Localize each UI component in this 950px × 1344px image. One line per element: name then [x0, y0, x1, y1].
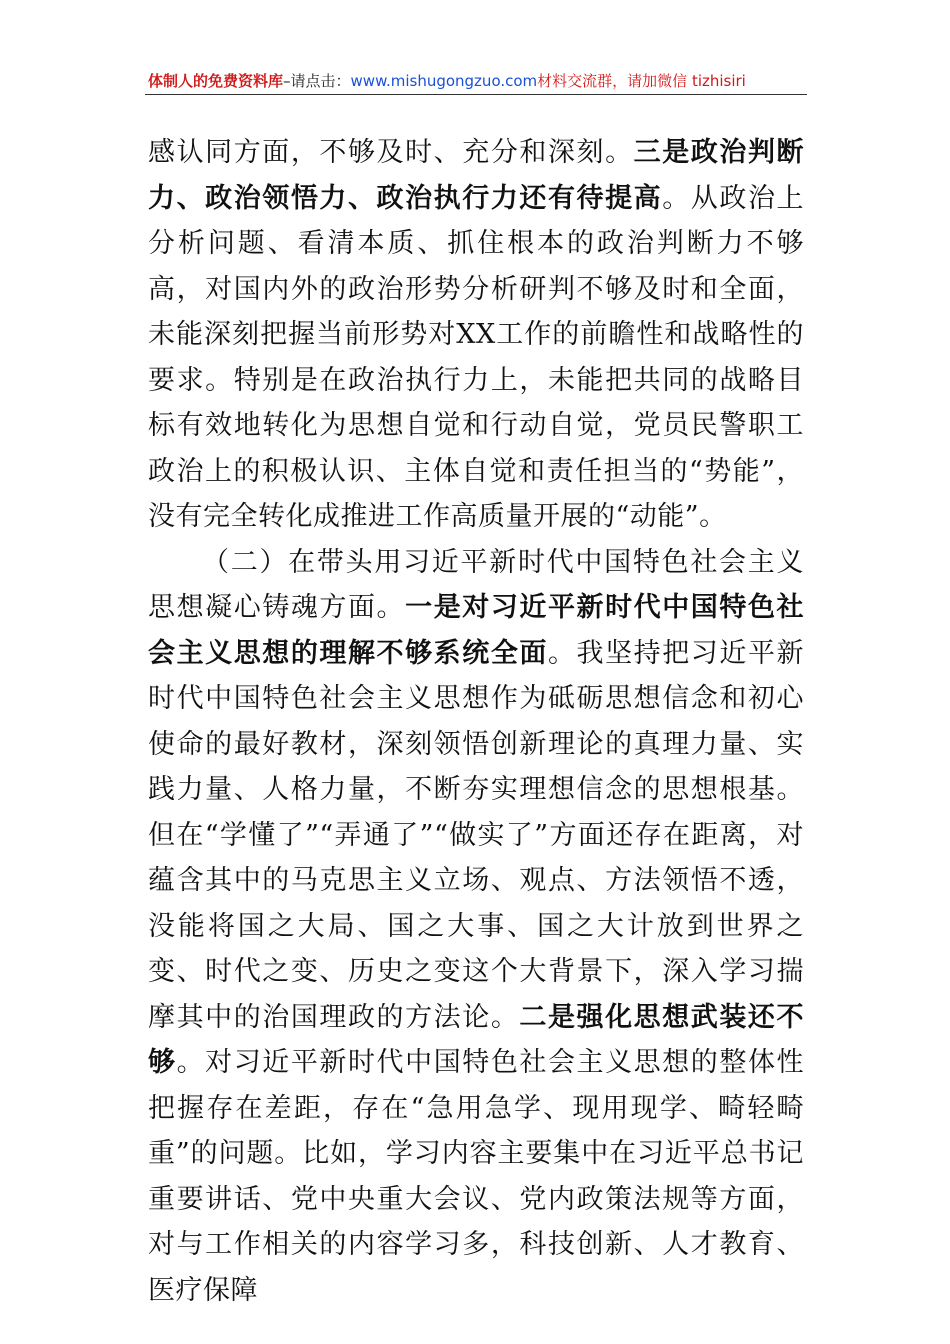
header-url-link[interactable]: www.mishugongzuo.com	[350, 72, 538, 90]
header-divider	[145, 94, 807, 95]
paragraph-section-2	[148, 540, 804, 1314]
para2-bold-point-1: 一是对习近平新时代中国特色社会主义思想的理解不够系统全面	[148, 592, 805, 669]
para1-bold-point-3: 三是政治判断力、政治领悟力、政治执行力还有待提高	[148, 137, 805, 214]
para2-text-3: 。对习近平新时代中国特色社会主义思想的整体性把握存在差距，存在“急用急学、现用现学、畸轻畸重”的问题。比如，学习内容主要集中在习近平总书记重要讲话、党中央重大会议、党内政策法规等方面，对与工作相关的内容学习多，科技创新、人才教育、医疗保障	[148, 1047, 805, 1306]
paragraph-continuation	[148, 130, 804, 540]
para2-text-2: 。我坚持把习近平新时代中国特色社会主义思想作为砥砺思想信念和初心使命的最好教材，深刻领悟创新理论的真理力量、实践力量、人格力量，不断夯实理想信念的思想根基。但在“学懂了”“弄通了”“做实了”方面还存在距离，对蕴含其中的马克思主义立场、观点、方法领悟不透，没能将国之大局、国之大事、国之大计放到世界之变、时代之变、历史之变这个大背景下，深入学习揣摩其中的治国理政的方法论。	[148, 637, 805, 1033]
para1-text-2: 。从政治上分析问题、看清本质、抓住根本的政治判断力不够高，对国内外的政治形势分析研判不够及时和全面，未能深刻把握当前形势对XX工作的前瞻性和战略性的要求。特别是在政治执行力上，未能把共同的战略目标有效地转化为思想自觉和行动自觉，党员民警职工政治上的积极认识、主体自觉和责任担当的“势能”，没有完全转化成推进工作高质量开展的“动能”。	[148, 182, 805, 532]
header-prompt: –请点击：	[283, 72, 351, 90]
header-wechat-note: 材料交流群，请加微信 tizhisiri	[537, 72, 746, 90]
para1-text-1: 感认同方面，不够及时、充分和深刻。	[148, 137, 634, 168]
para2-bold-point-2: 二是强化思想武装还不够	[148, 1001, 805, 1078]
body-text	[148, 130, 804, 1313]
para2-text-1: （二）在带头用习近平新时代中国特色社会主义思想凝心铸魂方面。	[148, 546, 804, 623]
page-header	[148, 70, 808, 96]
header-brand: 体制人的免费资料库	[148, 72, 284, 90]
